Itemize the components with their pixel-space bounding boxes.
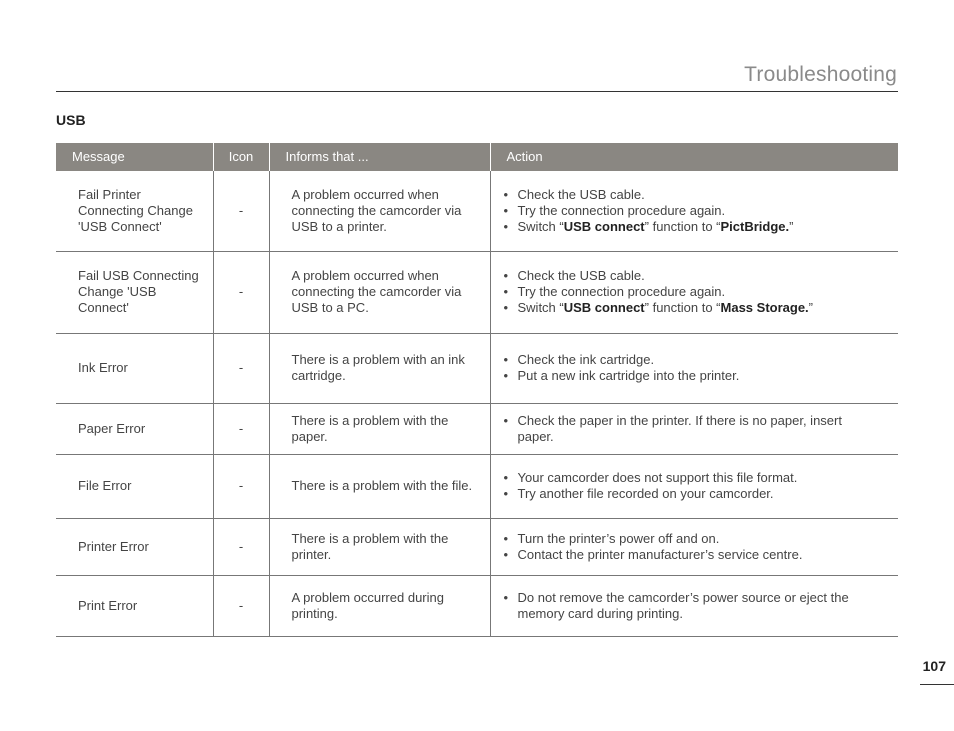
action-item (503, 268, 869, 284)
action-list (503, 413, 869, 445)
table-body (56, 171, 898, 636)
table-row (56, 333, 898, 403)
action-text: Turn the printer’s power off and on. (517, 530, 720, 546)
icon-cell: - (213, 575, 269, 636)
page-header-title: Troubleshooting (744, 63, 897, 86)
informs-cell: There is a problem with the file. (269, 454, 490, 518)
action-keyword: PictBridge. (720, 218, 790, 234)
action-item (503, 284, 869, 300)
action-cell (490, 251, 898, 333)
icon-cell: - (213, 251, 269, 333)
column-header-action: Action (490, 143, 898, 171)
action-item (503, 547, 869, 563)
informs-cell: There is a problem with the paper. (269, 403, 490, 454)
action-item (503, 590, 869, 622)
action-keyword: USB connect (563, 218, 645, 234)
section-title: USB (56, 112, 86, 128)
action-keyword: USB connect (563, 300, 645, 315)
action-text: Switch “ (517, 300, 564, 315)
header-divider (56, 91, 898, 92)
message-cell: Ink Error (56, 333, 213, 403)
action-list (503, 187, 869, 235)
message-cell: Fail Printer Connecting Change 'USB Connect' (56, 171, 213, 251)
table-header-row (56, 143, 898, 171)
action-cell (490, 171, 898, 251)
action-cell (490, 333, 898, 403)
action-text: ” function to “ (644, 218, 721, 234)
action-text: Your camcorder does not support this file format. (517, 470, 798, 485)
table-row (56, 575, 898, 636)
message-cell: Fail USB Connecting Change 'USB Connect' (56, 251, 213, 333)
action-item (503, 219, 869, 235)
action-list (503, 352, 869, 384)
action-item (503, 470, 869, 486)
action-cell (490, 403, 898, 454)
action-text: ” function to “ (644, 300, 721, 315)
action-cell (490, 518, 898, 575)
action-item (503, 352, 869, 368)
action-item (503, 368, 869, 384)
informs-cell: A problem occurred when connecting the camcorder via USB to a PC. (269, 251, 490, 333)
message-cell: Printer Error (56, 518, 213, 575)
action-list (503, 470, 869, 502)
informs-cell: A problem occurred when connecting the camcorder via USB to a printer. (269, 171, 490, 251)
action-item (503, 413, 869, 445)
action-text: Switch “ (517, 218, 564, 234)
icon-cell: - (213, 333, 269, 403)
action-text: Check the paper in the printer. If there is no paper, insert paper. (517, 412, 842, 444)
action-item (503, 203, 869, 219)
action-item (503, 300, 869, 316)
table-row (56, 403, 898, 454)
action-text: Contact the printer manufacturer’s service centre. (517, 546, 803, 562)
action-text: Try the connection procedure again. (517, 202, 726, 218)
page-number-divider (920, 684, 954, 685)
informs-cell: There is a problem with an ink cartridge. (269, 333, 490, 403)
action-text: Try the connection procedure again. (517, 284, 726, 299)
action-keyword: Mass Storage. (720, 300, 809, 315)
action-cell (490, 575, 898, 636)
icon-cell: - (213, 171, 269, 251)
icon-cell: - (213, 518, 269, 575)
table-row (56, 518, 898, 575)
message-cell: Print Error (56, 575, 213, 636)
action-item (503, 187, 869, 203)
informs-cell: A problem occurred during printing. (269, 575, 490, 636)
page-number: 107 (922, 658, 946, 674)
action-text: Check the ink cartridge. (517, 352, 655, 367)
table-row (56, 454, 898, 518)
action-list (503, 590, 869, 622)
table-row (56, 171, 898, 251)
action-item (503, 486, 869, 502)
message-cell: Paper Error (56, 403, 213, 454)
action-text: Try another file recorded on your camcorder. (517, 486, 774, 501)
column-header-informs: Informs that ... (269, 143, 490, 171)
troubleshooting-table (56, 143, 898, 637)
action-list (503, 531, 869, 563)
action-text: Check the USB cable. (517, 186, 645, 202)
icon-cell: - (213, 403, 269, 454)
icon-cell: - (213, 454, 269, 518)
action-text: Put a new ink cartridge into the printer. (517, 368, 740, 383)
column-header-icon: Icon (213, 143, 269, 171)
table-row (56, 251, 898, 333)
informs-cell: There is a problem with the printer. (269, 518, 490, 575)
action-text: ” (808, 300, 814, 315)
column-header-message: Message (56, 143, 213, 171)
action-list (503, 268, 869, 316)
action-text: ” (789, 218, 794, 234)
action-cell (490, 454, 898, 518)
action-item (503, 531, 869, 547)
message-cell: File Error (56, 454, 213, 518)
action-text: Check the USB cable. (517, 268, 645, 283)
action-text: Do not remove the camcorder’s power source or eject the memory card during printing. (517, 589, 849, 621)
